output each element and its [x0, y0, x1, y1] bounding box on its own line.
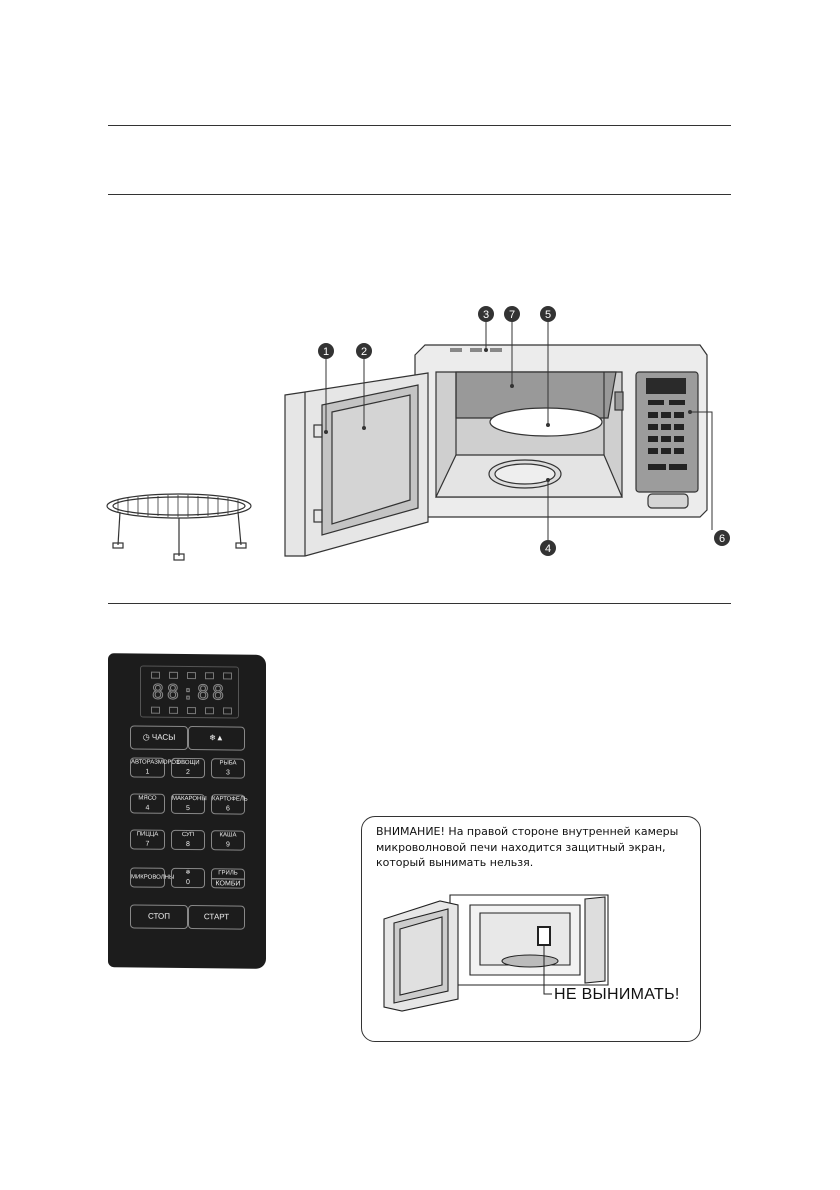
potato-button[interactable]: КАРТОФЕЛЬ 6: [211, 794, 245, 814]
warning-box: [361, 816, 701, 1042]
callout-6: [714, 530, 730, 546]
warning-text: ВНИМАНИЕ! На правой стороне внутренней камеры микроволновой печи находится защитный экран, который вынимать нельзя.: [376, 825, 679, 869]
meat-button[interactable]: МЯСО 4: [130, 793, 165, 813]
oven-illustration: [285, 345, 707, 556]
svg-text:6: 6: [718, 533, 726, 545]
callout-7: [504, 306, 520, 322]
svg-text:7: 7: [508, 309, 516, 321]
rack-illustration: [107, 494, 251, 560]
callout-5: [540, 306, 556, 322]
microwave-button[interactable]: МИКРОВОЛНЫ: [130, 867, 165, 887]
pasta-button[interactable]: МАКАРОНЫ 5: [171, 794, 205, 814]
pizza-button[interactable]: ПИЦЦА 7: [130, 829, 165, 849]
clock-button[interactable]: [130, 725, 188, 750]
display: [140, 666, 239, 719]
display-indicator-icon: [169, 707, 178, 714]
svg-text:4: 4: [544, 543, 552, 555]
callout-2: [356, 343, 372, 359]
soup-button[interactable]: СУП 8: [171, 830, 205, 850]
defrost-weight-button[interactable]: [188, 726, 245, 751]
rule-third: [108, 603, 731, 604]
defrost-zero-button[interactable]: ❄ 0: [171, 868, 205, 888]
svg-text:2: 2: [360, 346, 368, 358]
svg-text:3: 3: [482, 309, 490, 321]
snowflake-icon: ❄: [185, 869, 191, 877]
control-panel: [108, 653, 266, 969]
do-not-remove-label: НЕ ВЫНИМАТЬ!: [554, 986, 680, 1003]
display-indicator-icon: [187, 707, 196, 714]
clock-icon: ◷: [142, 732, 152, 742]
autodefrost-button[interactable]: АВТОРАЗМОРОЗ 1: [130, 757, 165, 777]
grill-combi-button[interactable]: ГРИЛЬ КОМБИ: [211, 868, 245, 888]
porridge-button[interactable]: КАША 9: [211, 830, 245, 850]
display-indicator-icon: [169, 672, 178, 679]
display-digits: 88:88: [151, 679, 228, 705]
display-indicator-icon: [187, 672, 196, 679]
clock-label: ЧАСЫ: [151, 732, 176, 742]
display-indicator-icon: [205, 707, 214, 714]
callout-1: [318, 343, 334, 359]
start-button[interactable]: СТАРТ: [188, 905, 245, 930]
display-indicator-icon: [223, 707, 232, 714]
display-indicator-icon: [151, 707, 160, 714]
display-indicator-icon: [223, 672, 232, 679]
svg-text:1: 1: [322, 346, 330, 358]
callout-3: [478, 306, 494, 322]
stop-button[interactable]: СТОП: [130, 904, 188, 929]
display-indicator-icon: [205, 672, 214, 679]
snowflake-icon: ❄▲: [209, 733, 224, 743]
vegetables-button[interactable]: ОВОЩИ 2: [171, 758, 205, 778]
callout-4: [540, 540, 556, 556]
display-indicator-icon: [151, 672, 160, 679]
svg-text:5: 5: [544, 309, 552, 321]
fish-button[interactable]: РЫБА 3: [211, 758, 245, 778]
